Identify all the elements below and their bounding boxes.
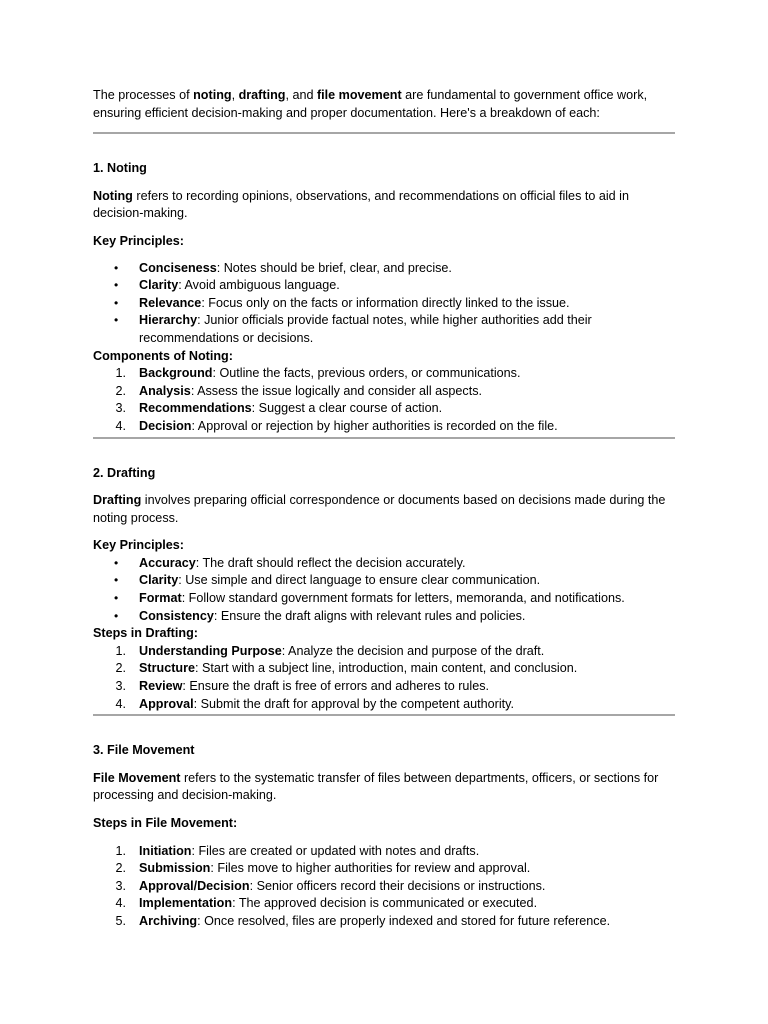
list-item-term: Analysis (139, 383, 191, 398)
list-item-text: : Ensure the draft aligns with relevant rules and policies. (213, 608, 526, 623)
list-number: 2. (115, 861, 126, 876)
steps-label: Steps in Drafting: (93, 626, 198, 641)
list-item-term: Clarity (139, 278, 179, 293)
components-list (93, 365, 675, 435)
list-item-text: : Files are created or updated with notes and drafts. (191, 843, 480, 858)
list-item-term: Approval/Decision (139, 878, 250, 893)
list-number: 5. (115, 913, 126, 928)
list-item-text: : Submit the draft for approval by the competent authority. (193, 696, 514, 711)
list-item (93, 913, 675, 931)
list-item-text: : Follow standard government formats for letters, memoranda, and notifications. (181, 591, 625, 606)
list-item-text: : Files move to higher authorities for review and approval. (210, 861, 531, 876)
list-item-text: : Focus only on the facts or information directly linked to the issue. (201, 295, 570, 310)
list-item-term: Consistency (139, 608, 214, 623)
section-heading: 2. Drafting (93, 465, 156, 480)
list-item-term: Structure (139, 661, 195, 676)
list-item-term: Clarity (139, 573, 179, 588)
list-number: 1. (115, 366, 126, 381)
list-number: 3. (115, 679, 126, 694)
section-divider (93, 714, 675, 716)
list-item (93, 312, 675, 347)
steps-list (93, 843, 675, 931)
list-item (93, 660, 675, 678)
list-item-text: : The draft should reflect the decision accurately. (195, 555, 466, 570)
list-item-term: Initiation (139, 843, 192, 858)
list-item (93, 418, 675, 436)
list-item (93, 696, 675, 714)
list-item-text: : Start with a subject line, introduction, main content, and conclusion. (194, 661, 578, 676)
list-item (93, 843, 675, 861)
key-principles-label: Key Principles: (93, 233, 184, 248)
steps-list (93, 643, 675, 713)
list-item (93, 383, 675, 401)
list-item (93, 572, 675, 590)
list-item-text: : Approval or rejection by higher authorities is recorded on the file. (191, 418, 558, 433)
list-number: 3. (115, 401, 126, 416)
list-item (93, 608, 675, 626)
list-item-term: Implementation (139, 896, 233, 911)
list-item-text: : Junior officials provide factual notes, while higher authorities add their recommendations or decisions. (139, 313, 592, 345)
list-number: 1. (115, 643, 126, 658)
section-heading: 3. File Movement (93, 743, 195, 758)
list-item (93, 590, 675, 608)
list-item (93, 878, 675, 896)
list-number: 4. (115, 696, 126, 711)
list-item-term: Hierarchy (139, 313, 198, 328)
list-item-text: : Senior officers record their decisions or instructions. (249, 878, 546, 893)
list-item-text: : Suggest a clear course of action. (251, 401, 443, 416)
list-item-term: Approval (139, 696, 194, 711)
section-noting (93, 160, 675, 435)
list-item-term: Accuracy (139, 555, 196, 570)
list-item-term: Understanding Purpose (139, 643, 282, 658)
intro-paragraph: The processes of noting, drafting, and file movement are fundamental to government office work, ensuring efficient decision-making and proper documentation. Here's a breakdown of each: (93, 88, 648, 120)
principles-list (93, 260, 675, 348)
list-item-term: Recommendations (139, 401, 252, 416)
list-item-text: : Notes should be brief, clear, and precise. (216, 260, 452, 275)
list-item-term: Review (139, 679, 183, 694)
list-number: 3. (115, 878, 126, 893)
principles-list (93, 555, 675, 625)
list-item-text: : Outline the facts, previous orders, or communications. (212, 366, 521, 381)
key-principles-label: Key Principles: (93, 538, 184, 553)
list-number: 4. (115, 418, 126, 433)
definition-paragraph: Noting refers to recording opinions, observations, and recommendations on official files to aid in decision-making. (93, 188, 629, 221)
list-item (93, 365, 675, 383)
list-item-term: Conciseness (139, 260, 217, 275)
list-item (93, 895, 675, 913)
section-divider (93, 132, 675, 134)
components-label: Components of Noting: (93, 348, 233, 363)
document-body (93, 87, 675, 931)
list-item (93, 295, 675, 313)
list-item-term: Submission (139, 861, 211, 876)
list-item-term: Archiving (139, 913, 198, 928)
section-file-movement (93, 742, 675, 930)
list-number: 2. (115, 661, 126, 676)
list-item-text: : Avoid ambiguous language. (178, 278, 340, 293)
list-item-text: : Use simple and direct language to ensure clear communication. (178, 573, 541, 588)
section-heading: 1. Noting (93, 161, 147, 176)
list-item-text: : Ensure the draft is free of errors and adheres to rules. (182, 679, 490, 694)
steps-label: Steps in File Movement: (93, 816, 238, 830)
list-item-text: : Assess the issue logically and consider all aspects. (190, 383, 483, 398)
list-item-term: Decision (139, 418, 192, 433)
definition-paragraph: File Movement refers to the systematic transfer of files between departments, officers, or sections for processing and decision-making. (93, 770, 659, 803)
list-item-term: Format (139, 591, 182, 606)
list-item-text: : Analyze the decision and purpose of the draft. (281, 643, 545, 658)
list-number: 1. (115, 843, 126, 858)
list-number: 4. (115, 896, 126, 911)
list-number: 2. (115, 383, 126, 398)
section-drafting (93, 465, 675, 714)
list-item-term: Relevance (139, 295, 202, 310)
section-divider (93, 437, 675, 439)
list-item (93, 643, 675, 661)
list-item (93, 400, 675, 418)
definition-paragraph: Drafting involves preparing official correspondence or documents based on decisions made during the noting process. (93, 493, 666, 525)
list-item-text: : Once resolved, files are properly indexed and stored for future reference. (197, 913, 611, 928)
list-item-term: Background (139, 366, 213, 381)
list-item (93, 277, 675, 295)
list-item (93, 678, 675, 696)
list-item (93, 555, 675, 573)
list-item-text: : The approved decision is communicated or executed. (232, 896, 538, 911)
list-item (93, 260, 675, 278)
list-item (93, 860, 675, 878)
